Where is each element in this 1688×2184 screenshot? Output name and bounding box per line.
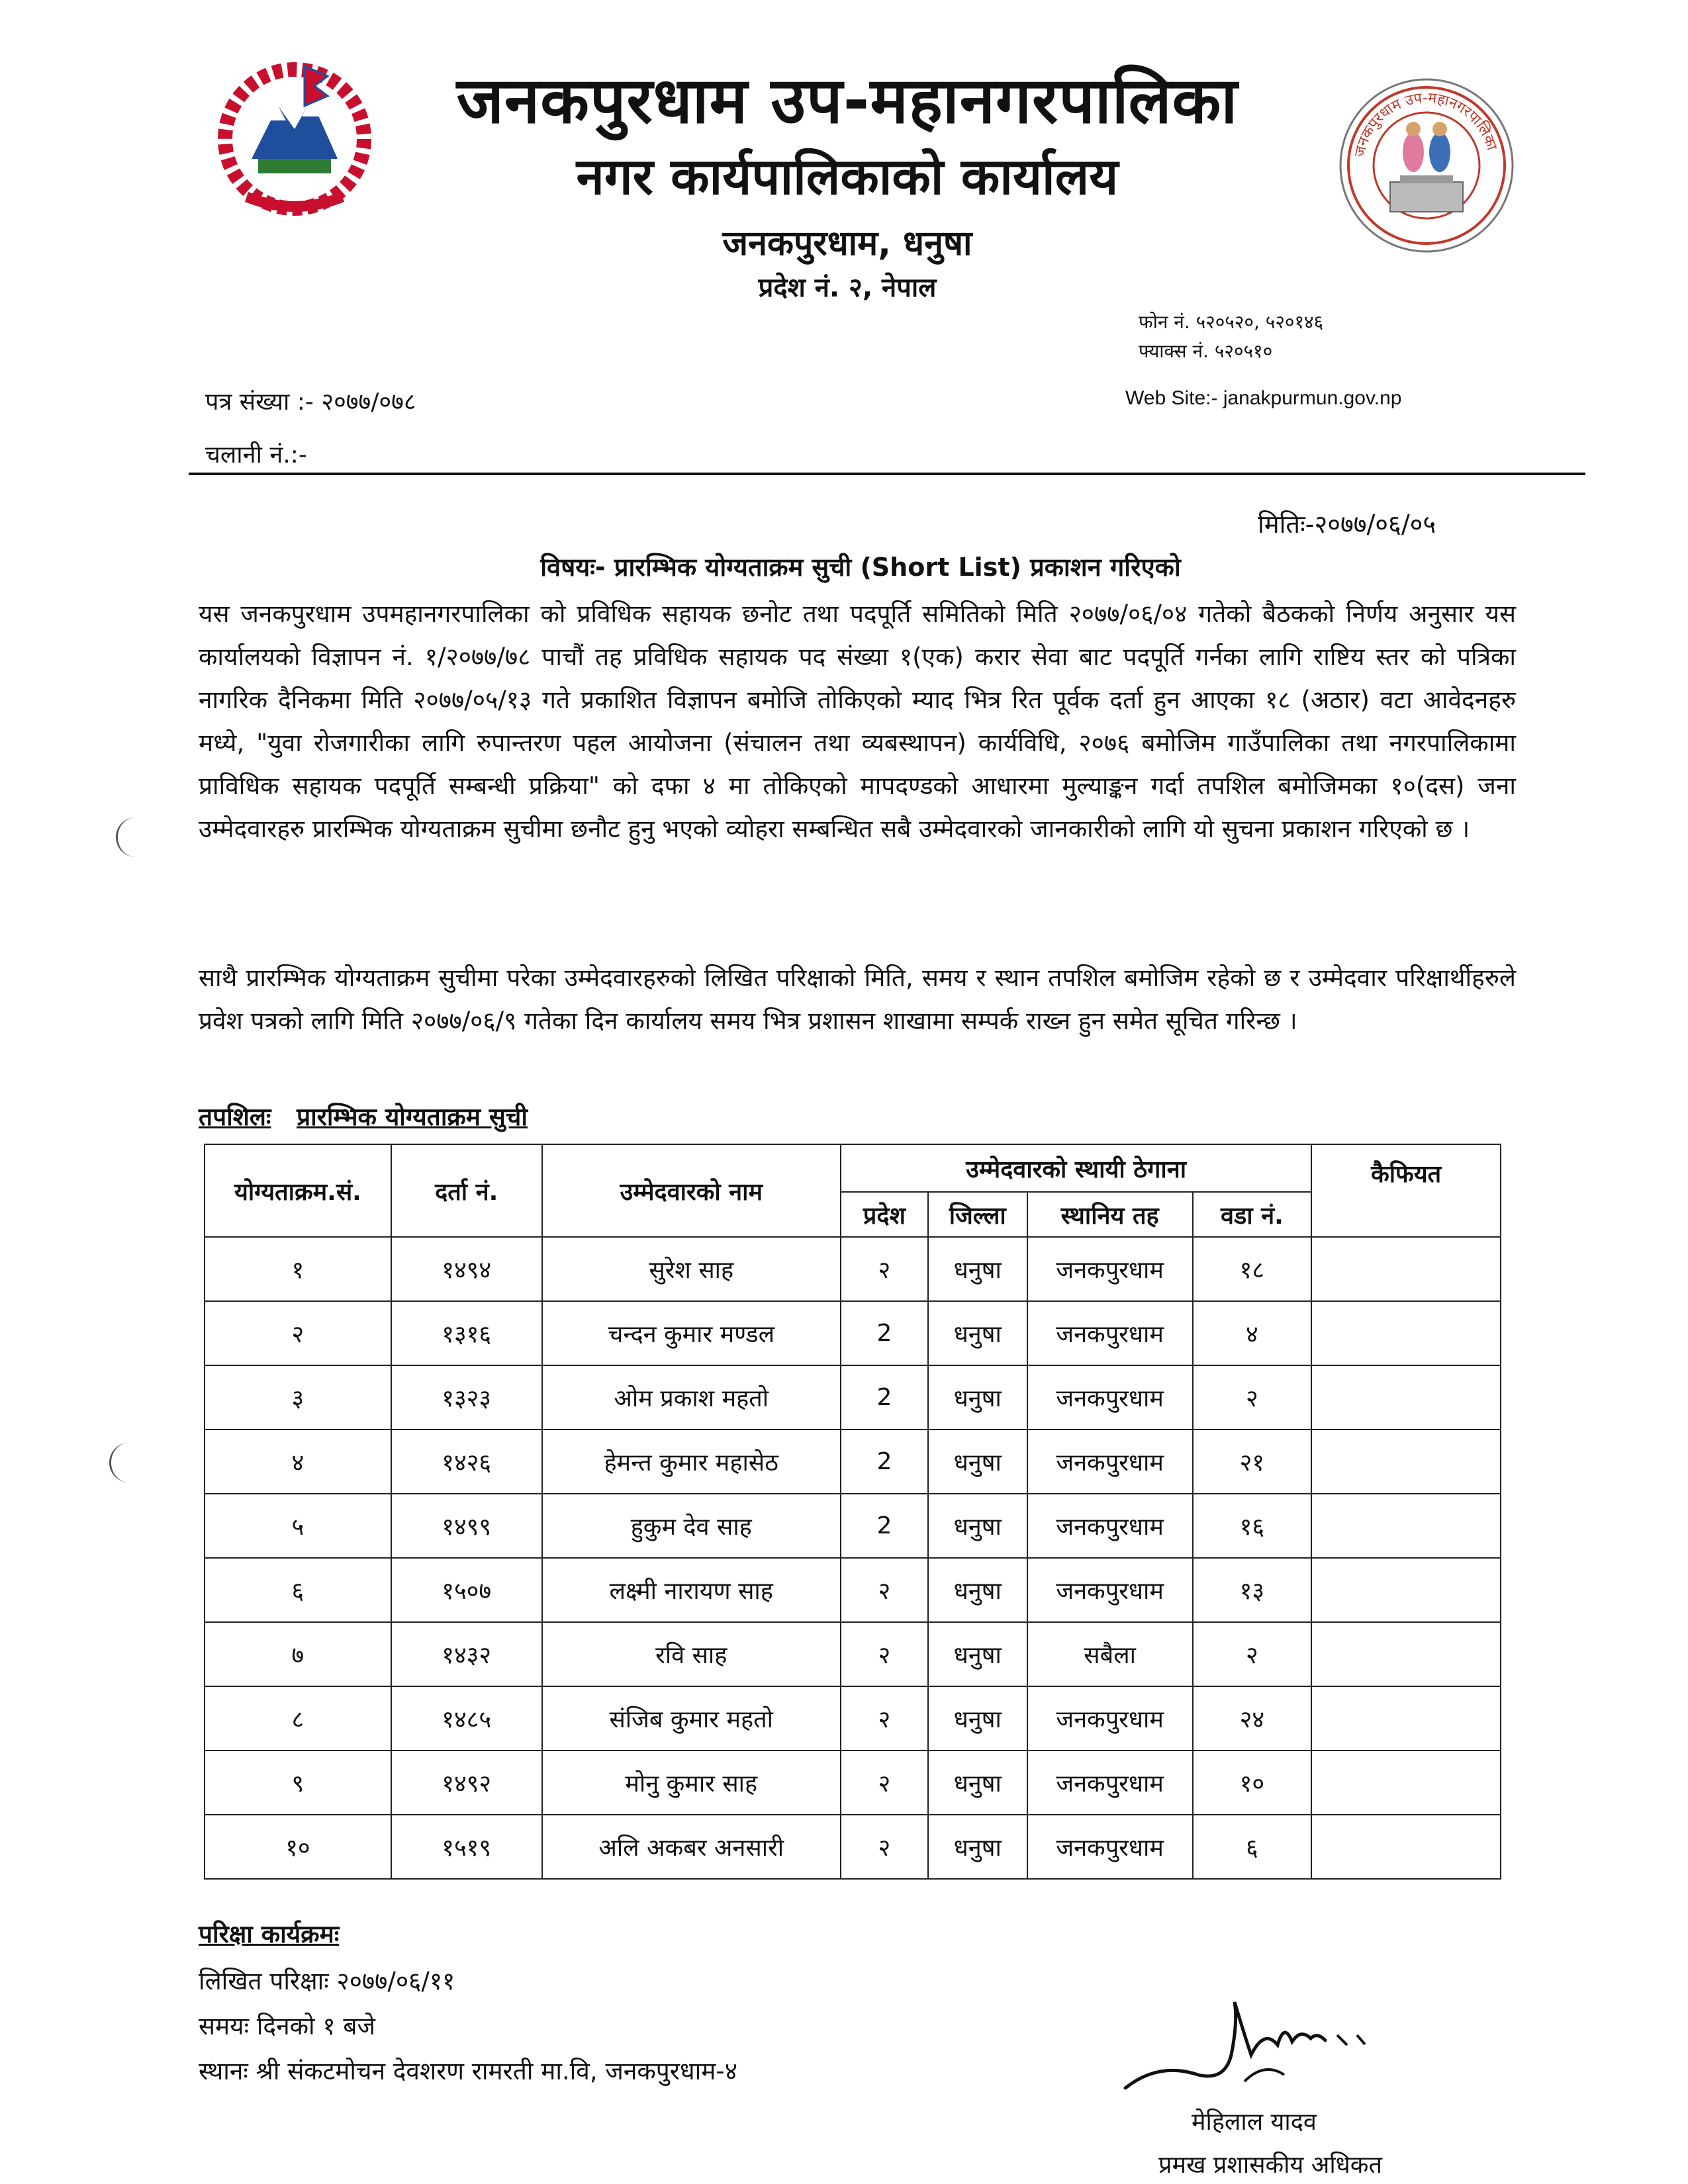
cell-province: २ — [841, 1751, 928, 1815]
cell-local: जनकपुरधाम — [1027, 1430, 1193, 1494]
cell-reg: १४९२ — [391, 1751, 542, 1815]
tapsil-heading — [199, 1099, 528, 1132]
cell-district: धनुषा — [928, 1558, 1027, 1622]
cell-province: २ — [841, 1686, 928, 1751]
table-row — [205, 1751, 1501, 1815]
cell-reg: १४९४ — [391, 1237, 542, 1301]
exam-time: समयः दिनको १ बजे — [199, 2012, 375, 2040]
table-row — [205, 1686, 1501, 1751]
cell-province: २ — [841, 1237, 928, 1301]
phone-numbers: फोन नं. ५२०५२०, ५२०१४६ — [1139, 311, 1324, 333]
cell-reg: १४९९ — [391, 1494, 542, 1558]
cell-district: धनुषा — [928, 1751, 1027, 1815]
cell-ward: १८ — [1193, 1237, 1312, 1301]
patra-sankhya: पत्र संख्या :- २०७७/०७८ — [205, 388, 416, 416]
cell-local: जनकपुरधाम — [1027, 1558, 1193, 1622]
cell-district: धनुषा — [928, 1622, 1027, 1686]
exam-place: स्थानः श्री संकटमोचन देवशरण रामरती मा.वि, जनकपुरधाम-४ — [199, 2057, 737, 2085]
table-row — [205, 1815, 1501, 1879]
cell-name: मोनु कुमार साह — [542, 1751, 841, 1815]
letter-subject: विषयः- प्रारम्भिक योग्यताक्रम सुची (Short List) प्रकाशन गरिएको — [540, 553, 1181, 582]
cell-ward: २४ — [1193, 1686, 1312, 1751]
cell-remarks — [1311, 1301, 1501, 1365]
cell-ward: १० — [1193, 1751, 1312, 1815]
signatory-post: प्रमख प्रशासकीय अधिकत — [1158, 2152, 1382, 2179]
cell-ward: ६ — [1193, 1815, 1312, 1879]
cell-remarks — [1311, 1237, 1501, 1301]
cell-province: 2 — [841, 1301, 928, 1365]
cell-rank: १० — [205, 1815, 391, 1879]
col-header-ward: वडा नं. — [1193, 1192, 1312, 1237]
cell-province: २ — [841, 1815, 928, 1879]
cell-district: धनुषा — [928, 1237, 1027, 1301]
cell-name: लक्ष्मी नारायण साह — [542, 1558, 841, 1622]
province-title: प्रदेश नं. २, नेपाल — [758, 273, 937, 303]
punch-hole-mark — [116, 817, 144, 857]
cell-remarks — [1311, 1365, 1501, 1430]
cell-ward: २ — [1193, 1622, 1312, 1686]
tapsil-label: तपशिलः — [199, 1103, 271, 1131]
cell-ward: १३ — [1193, 1558, 1312, 1622]
cell-reg: १५०७ — [391, 1558, 542, 1622]
table-row — [205, 1301, 1501, 1365]
cell-ward: २१ — [1193, 1430, 1312, 1494]
cell-name: सुरेश साह — [542, 1237, 841, 1301]
cell-local: जनकपुरधाम — [1027, 1494, 1193, 1558]
municipality-seal-icon — [1337, 76, 1516, 255]
cell-reg: १३१६ — [391, 1301, 542, 1365]
cell-local: जनकपुरधाम — [1027, 1365, 1193, 1430]
col-header-rank: योग्यताक्रम.सं. — [205, 1144, 391, 1237]
body-paragraph-2: साथै प्रारम्भिक योग्यताक्रम सुचीमा परेका उम्मेदवारहरुको लिखित परिक्षाको मिति, समय र स्थान तपशिल बमोजिम रहेको छ र उम्मेदवार परिक्षार्थीहरुले प्रवेश पत्रको लागि मिति २०७७/०६/९ गतेका दिन कार्यालय समय भित्र प्रशासन शाखामा सम्पर्क राख्न हुन समेत सूचित गरिन्छ । — [199, 964, 1516, 1035]
location-title: जनकपुरधाम, धनुषा — [722, 224, 972, 263]
exam-heading: परिक्षा कार्यक्रमः — [199, 1920, 340, 1948]
office-title: नगर कार्यपालिकाको कार्यालय — [576, 147, 1119, 206]
body-paragraph-1: यस जनकपुरधाम उपमहानगरपालिका को प्रविधिक सहायक छनोट तथा पदपूर्ति समितिको मिति २०७७/०६/०४ गतेको बैठकको निर्णय अनुसार यस कार्यालयको विज्ञापन नं. १/२०७७/७८ पाचौं तह प्रविधिक सहायक पद संख्या १(एक) करार सेवा बाट पदपूर्ति गर्नका लागि राष्टिय स्तर को पत्रिका नागरिक दैनिकमा मिति २०७७/०५/१३ गते प्रकाशित विज्ञापन बमोजि तोकिएको म्याद भित्र रित पूर्वक दर्ता हुन आएका १८ (अठार) वटा आवेदनहरु मध्ये, "युवा रोजगारीका लागि रुपान्तरण पहल आयोजना (संचालन तथा व्यबस्थापन) कार्यविधि, २०७६ बमोजिम गाउँपालिका तथा नगरपालिकामा प्राविधिक सहायक पदपूर्ति सम्बन्धी प्रक्रिया" को दफा ४ मा तोकिएको मापदण्डको आधारमा मुल्याङ्कन गर्दा तपशिल बमोजिमका १०(दस) जना उम्मेदवारहरु प्रारम्भिक योग्यताक्रम सुचीमा छनौट हुनु भएको व्योहरा सम्बन्धित सबै उम्मेदवारको जानकारीको लागि यो सुचना प्रकाशन गरिएको छ । — [199, 600, 1516, 843]
col-header-remarks: कैफियत — [1311, 1144, 1501, 1237]
seal-text: जनकपुरधाम उप-महानगरपालिका — [1351, 89, 1501, 159]
cell-reg: १४८५ — [391, 1686, 542, 1751]
col-header-local: स्थानिय तह — [1027, 1192, 1193, 1237]
cell-local: जनकपुरधाम — [1027, 1237, 1193, 1301]
cell-district: धनुषा — [928, 1301, 1027, 1365]
cell-local: जनकपुरधाम — [1027, 1815, 1193, 1879]
nepal-emblem-icon — [205, 60, 384, 225]
cell-district: धनुषा — [928, 1815, 1027, 1879]
cell-reg: १४२६ — [391, 1430, 542, 1494]
cell-ward: १६ — [1193, 1494, 1312, 1558]
shortlist-table — [204, 1144, 1501, 1880]
cell-name: हुकुम देव साह — [542, 1494, 841, 1558]
exam-written-date: लिखित परिक्षाः २०७७/०६/११ — [199, 1967, 455, 1995]
table-row — [205, 1558, 1501, 1622]
header-divider — [189, 473, 1585, 475]
cell-province: २ — [841, 1558, 928, 1622]
fax-number: फ्याक्स नं. ५२०५१० — [1139, 340, 1273, 362]
cell-rank: २ — [205, 1301, 391, 1365]
cell-province: 2 — [841, 1430, 928, 1494]
cell-district: धनुषा — [928, 1430, 1027, 1494]
cell-ward: २ — [1193, 1365, 1312, 1430]
tapsil-title: प्रारम्भिक योग्यताक्रम सुची — [297, 1103, 528, 1131]
contact-block — [1139, 308, 1323, 366]
cell-rank: ८ — [205, 1686, 391, 1751]
table-row — [205, 1494, 1501, 1558]
cell-remarks — [1311, 1430, 1501, 1494]
cell-district: धनुषा — [928, 1494, 1027, 1558]
cell-province: 2 — [841, 1494, 928, 1558]
cell-remarks — [1311, 1815, 1501, 1879]
cell-rank: ९ — [205, 1751, 391, 1815]
cell-province: २ — [841, 1622, 928, 1686]
cell-local: जनकपुरधाम — [1027, 1686, 1193, 1751]
cell-name: अलि अकबर अनसारी — [542, 1815, 841, 1879]
signatory-name: मेहिलाल यादव — [1192, 2109, 1317, 2136]
col-header-address: उम्मेदवारको स्थायी ठेगाना — [841, 1144, 1311, 1192]
col-header-name: उम्मेदवारको नाम — [542, 1144, 841, 1237]
cell-reg: १३२३ — [391, 1365, 542, 1430]
reference-block — [205, 376, 416, 482]
col-header-reg: दर्ता नं. — [391, 1144, 542, 1237]
cell-rank: ३ — [205, 1365, 391, 1430]
cell-rank: ७ — [205, 1622, 391, 1686]
cell-remarks — [1311, 1751, 1501, 1815]
cell-remarks — [1311, 1622, 1501, 1686]
cell-name: संजिब कुमार महतो — [542, 1686, 841, 1751]
municipality-title: जनकपुरधाम उप-महानगरपालिका — [456, 64, 1239, 138]
col-header-province: प्रदेश — [841, 1192, 928, 1237]
cell-province: 2 — [841, 1365, 928, 1430]
cell-reg: १५१९ — [391, 1815, 542, 1879]
cell-name: हेमन्त कुमार महासेठ — [542, 1430, 841, 1494]
cell-rank: ४ — [205, 1430, 391, 1494]
letter-date: मितिः-२०७७/०६/०५ — [1258, 510, 1436, 539]
signature-icon — [1119, 1982, 1397, 2101]
cell-local: सबैला — [1027, 1622, 1193, 1686]
chalani-number: चलानी नं.:- — [205, 441, 307, 469]
punch-hole-mark — [109, 1443, 138, 1482]
cell-district: धनुषा — [928, 1686, 1027, 1751]
table-row — [205, 1430, 1501, 1494]
cell-local: जनकपुरधाम — [1027, 1751, 1193, 1815]
cell-ward: ४ — [1193, 1301, 1312, 1365]
cell-remarks — [1311, 1686, 1501, 1751]
cell-reg: १४३२ — [391, 1622, 542, 1686]
cell-name: चन्दन कुमार मण्डल — [542, 1301, 841, 1365]
cell-rank: १ — [205, 1237, 391, 1301]
cell-name: ओम प्रकाश महतो — [542, 1365, 841, 1430]
cell-local: जनकपुरधाम — [1027, 1301, 1193, 1365]
cell-name: रवि साह — [542, 1622, 841, 1686]
cell-remarks — [1311, 1558, 1501, 1622]
table-row — [205, 1622, 1501, 1686]
cell-rank: ६ — [205, 1558, 391, 1622]
table-row — [205, 1365, 1501, 1430]
cell-rank: ५ — [205, 1494, 391, 1558]
exam-details — [199, 1959, 737, 2094]
cell-remarks — [1311, 1494, 1501, 1558]
website-link[interactable]: Web Site:- janakpurmun.gov.np — [1125, 387, 1402, 409]
cell-district: धनुषा — [928, 1365, 1027, 1430]
table-row — [205, 1237, 1501, 1301]
col-header-district: जिल्ला — [928, 1192, 1027, 1237]
